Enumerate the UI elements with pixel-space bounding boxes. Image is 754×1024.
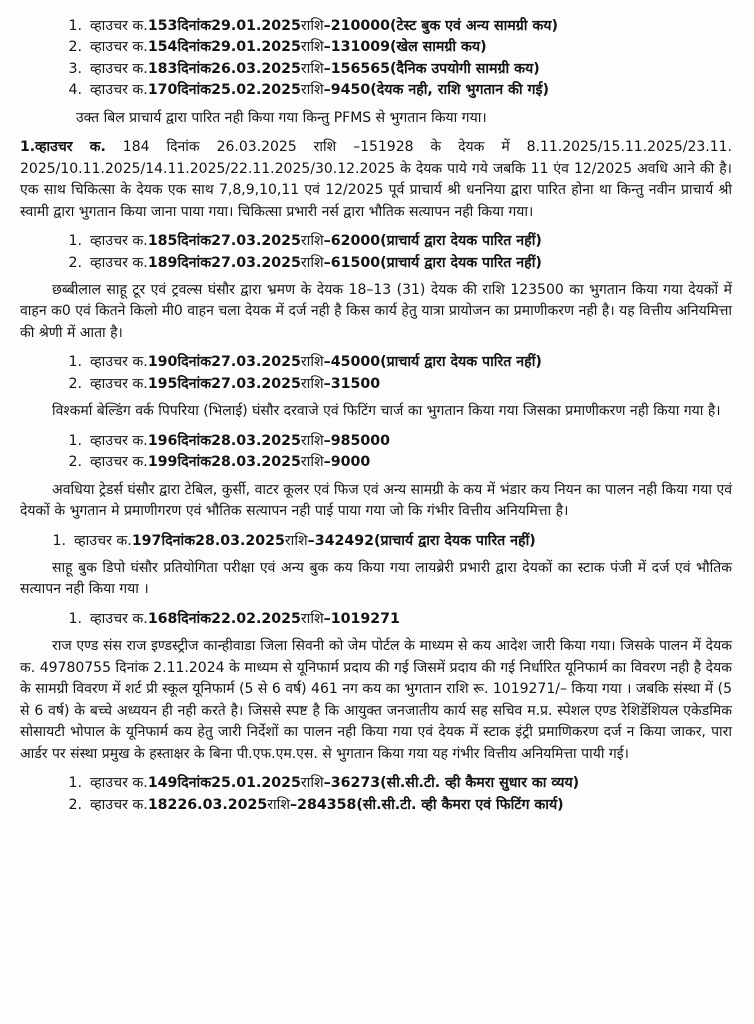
voucher-id: 182 (147, 796, 178, 813)
voucher-list (20, 16, 732, 102)
voucher-list (20, 609, 732, 630)
voucher-amount: –61500 (323, 254, 381, 271)
date-label: दिनांक (177, 375, 212, 392)
section (20, 231, 732, 344)
amount-label: राशि (300, 233, 324, 250)
voucher-label: व्हाउचर क. (90, 60, 148, 77)
voucher-note: (देयक नही, राशि भुगतान की गई) (370, 82, 549, 99)
voucher-line (40, 531, 732, 552)
voucher-date: 28.03.2025 (211, 432, 301, 449)
section (20, 773, 732, 816)
voucher-number: 1. (68, 775, 82, 792)
voucher-list (20, 431, 732, 474)
voucher-amount: –210000 (323, 18, 390, 34)
voucher-id: 153 (147, 18, 178, 34)
voucher-date: 22.02.2025 (211, 610, 301, 627)
observation-paragraph: साहू बुक डिपो घंसौर प्रतियोगिता परीक्षा एवं अन्य बुक कय किया गया लायब्रेरी प्रभारी द्वारा देयकों का स्टाक पंजी में दर्ज एवं भौतिक सत्यापन नही किया गया । (20, 559, 732, 598)
section (20, 531, 732, 601)
paragraph-text: 184 दिनांक 26.03.2025 राशि –151928 के देयक में 8.11.2025/15.11.2025/23.11. 2025/10.11.2025/14.11.2025/22.11.2025/30.12.2025 के देयक पाये गये जबकि 11 एंव 12/2025 अवधि आने की है। एक साथ चिकित्सा के देयक एक साथ 7,8,9,10,11 एवं 12/2025 पूर्व प्राचार्य श्री धननिया द्वारा पारित होना था किन्तु नवीन प्राचार्य श्री स्वामी द्वारा भुगतान किया जाना पाया गया। चिकित्सा प्रभारी नर्स द्वारा भौतिक सत्यापन नही किया गया। (20, 139, 732, 220)
voucher-number: 4. (68, 82, 82, 99)
voucher-note: (टेस्ट बुक एवं अन्य सामग्री कय) (390, 18, 559, 34)
amount-label: राशि (300, 610, 324, 627)
voucher-label: व्हाउचर क. (90, 18, 148, 34)
voucher-label: व्हाउचर क. (90, 432, 148, 449)
observation-paragraph (20, 137, 732, 223)
voucher-note: (सी.सी.टी. व्ही कैमरा सुधार का व्यय) (380, 775, 580, 792)
voucher-id: 149 (147, 775, 178, 792)
voucher-number: 1. (68, 432, 82, 449)
voucher-label: व्हाउचर क. (90, 254, 148, 271)
amount-label: राशि (300, 82, 324, 99)
voucher-date: 29.01.2025 (211, 18, 301, 34)
voucher-note: (प्राचार्य द्वारा देयक पारित नहीं) (380, 254, 542, 271)
voucher-label: व्हाउचर क. (90, 610, 148, 627)
date-label: दिनांक (177, 39, 212, 56)
amount-label: राशि (300, 60, 324, 77)
voucher-date: 27.03.2025 (211, 375, 301, 392)
date-label: दिनांक (177, 233, 212, 250)
voucher-amount: –342492 (307, 532, 374, 549)
voucher-amount: –9450 (323, 82, 371, 99)
voucher-number: 2. (68, 39, 82, 56)
observation-paragraph: अवधिया ट्रेडर्स घंसौर द्वारा टेबिल, कुर्सी, वाटर कूलर एवं फिज एवं अन्य सामग्री के कय में भंडार कय नियन का पालन नही किया गया एवं देयकों के भुगतान मे प्रमाणीगरण एवं भौतिक सत्यापन नही पाई पाया गया जो कि गंभीर वित्तीय अनियमित्ता है। (20, 481, 732, 520)
voucher-label: व्हाउचर क. (90, 354, 148, 371)
voucher-line (56, 80, 732, 101)
lead-label: 1.व्हाउचर क. (20, 139, 106, 156)
voucher-line (56, 16, 732, 37)
section (20, 352, 732, 422)
voucher-note: (प्राचार्य द्वारा देयक पारित नहीं) (380, 233, 542, 250)
voucher-id: 199 (147, 454, 178, 471)
voucher-line (56, 795, 732, 816)
voucher-id: 185 (147, 233, 178, 250)
voucher-amount: –131009 (323, 39, 390, 56)
voucher-number: 1. (52, 532, 66, 549)
voucher-date: 27.03.2025 (211, 254, 301, 271)
voucher-amount: –156565 (323, 60, 390, 77)
voucher-date: 26.03.2025 (211, 60, 301, 77)
voucher-number: 1. (68, 354, 82, 371)
voucher-label: व्हाउचर क. (90, 82, 148, 99)
voucher-amount: –1019271 (323, 610, 400, 627)
voucher-label: व्हाउचर क. (90, 775, 148, 792)
voucher-date: 28.03.2025 (211, 454, 301, 471)
voucher-line (56, 773, 732, 794)
amount-label: राशि (300, 375, 324, 392)
date-label: दिनांक (177, 18, 212, 34)
voucher-line (56, 374, 732, 395)
section (20, 609, 732, 765)
voucher-line (56, 609, 732, 630)
voucher-note: (प्राचार्य द्वारा देयक पारित नहीं) (374, 532, 536, 549)
voucher-label: व्हाउचर क. (90, 39, 148, 56)
voucher-line (56, 352, 732, 373)
voucher-date: 29.01.2025 (211, 39, 301, 56)
voucher-date: 28.03.2025 (195, 532, 285, 549)
voucher-id: 168 (147, 610, 178, 627)
voucher-number: 1. (68, 610, 82, 627)
section (20, 137, 732, 223)
voucher-id: 170 (147, 82, 178, 99)
voucher-id: 183 (147, 60, 178, 77)
voucher-note: (प्राचार्य द्वारा देयक पारित नहीं) (380, 354, 542, 371)
section (20, 431, 732, 523)
amount-label: राशि (284, 532, 308, 549)
voucher-amount: –31500 (323, 375, 381, 392)
voucher-date: 25.02.2025 (211, 82, 301, 99)
voucher-label: व्हाउचर क. (90, 796, 148, 813)
voucher-id: 190 (147, 354, 178, 371)
voucher-list (20, 352, 732, 395)
voucher-id: 195 (147, 375, 178, 392)
voucher-number: 2. (68, 454, 82, 471)
voucher-amount: –985000 (323, 432, 390, 449)
amount-label: राशि (300, 775, 324, 792)
voucher-number: 2. (68, 796, 82, 813)
voucher-amount: –9000 (323, 454, 371, 471)
voucher-amount: –45000 (323, 354, 381, 371)
voucher-line (56, 431, 732, 452)
voucher-amount: –36273 (323, 775, 381, 792)
voucher-number: 3. (68, 60, 82, 77)
date-label: दिनांक (177, 60, 212, 77)
amount-label: राशि (267, 796, 291, 813)
amount-label: राशि (300, 39, 324, 56)
voucher-id: 197 (131, 532, 162, 549)
voucher-number: 1. (68, 233, 82, 250)
voucher-date: 25.01.2025 (211, 775, 301, 792)
amount-label: राशि (300, 454, 324, 471)
date-label: दिनांक (161, 532, 196, 549)
date-label: दिनांक (177, 775, 212, 792)
voucher-list (20, 231, 732, 274)
date-label: दिनांक (177, 454, 212, 471)
voucher-list (20, 773, 732, 816)
date-label: दिनांक (177, 82, 212, 99)
voucher-date: 27.03.2025 (211, 233, 301, 250)
date-label: दिनांक (177, 610, 212, 627)
amount-label: राशि (300, 254, 324, 271)
date-label: दिनांक (177, 254, 212, 271)
voucher-line (56, 452, 732, 473)
voucher-label: व्हाउचर क. (90, 233, 148, 250)
voucher-id: 154 (147, 39, 178, 56)
observation-paragraph: छब्बीलाल साहू टूर एवं ट्रवल्स घंसौर द्वारा भ्रमण के देयक 18–13 (31) देयक की राशि 123500 का भुगतान किया गया देयकों में वाहन क0 एवं कितने किलो मी0 वाहन चला देयक में दर्ज नही है किस कार्य हेतु यात्रा प्रायोजन का प्रमाणीकरण नही है। यह वित्तीय अनियमित्ता की श्रेणी में आता है। (20, 281, 732, 341)
voucher-line (56, 37, 732, 58)
voucher-line (56, 59, 732, 80)
voucher-amount: –284358 (290, 796, 357, 813)
observation-paragraph: उक्त बिल प्राचार्य द्वारा पारित नही किया गया किन्तु PFMS से भुगतान किया गया। (76, 109, 487, 126)
voucher-note: (सी.सी.टी. व्ही कैमरा एवं फिटिंग कार्य) (356, 796, 564, 813)
voucher-label: व्हाउचर क. (90, 454, 148, 471)
voucher-date: 26.03.2025 (177, 796, 268, 813)
voucher-id: 189 (147, 254, 178, 271)
voucher-line (56, 231, 732, 252)
amount-label: राशि (300, 354, 324, 371)
voucher-note: (खेल सामग्री कय) (390, 39, 487, 56)
voucher-line (56, 253, 732, 274)
voucher-label: व्हाउचर क. (90, 375, 148, 392)
observation-paragraph: विश्कर्मा बेल्डिंग वर्क पिपरिया (भिलाई) घंसौर दरवाजे एवं फिटिंग चार्ज का भुगतान किया गया जिसका प्रमाणीकरण नही किया गया है। (52, 403, 721, 420)
voucher-id: 196 (147, 432, 178, 449)
amount-label: राशि (300, 432, 324, 449)
voucher-note: (दैनिक उपयोगी सामग्री कय) (390, 60, 540, 77)
voucher-list (20, 531, 732, 552)
section (20, 16, 732, 129)
voucher-amount: –62000 (323, 233, 381, 250)
observation-paragraph: राज एण्ड संस राज इण्डस्ट्रीज कान्हीवाडा जिला सिवनी को जेम पोर्टल के माध्यम से कय आदेश जारी किया गया। जिसके पालन में देयक क. 49780755 दिनांक 2.11.2024 के माध्यम से यूनिफार्म प्रदाय की गई जिसमें प्रदाय की गई निर्धारित यूनिफार्म का विवरण नही है देयक के सामग्री विवरण में शर्ट प्री स्कूल यूनिफार्म (5 से 6 वर्ष) 461 नग कय का भुगतान राशि रू. 1019271/– किया गया । जबकि संस्था में (5 से 6 वर्ष) के बच्चे अध्ययन ही नही करते है। जिससे स्पष्ट है कि आयुक्त जनजातीय कार्य सह सचिव म.प्र. स्पेशल एण्ड रेशिडेंशियल एकेडमिक सोसायटी भोपाल के यूनिफार्म कय हेतु जारी निर्देशों का पालन नही किया गया एवं देयक में स्टाक इंट्री प्रमाणिकरण दर्ज न किया जाकर, पारा आर्डर पर संस्था प्रमुख के हस्ताक्षर के बिना पी.एफ.एम.एस. से भुगतान किया गया यह गंभीर वित्तीय अनियमित्ता पायी गई। (20, 638, 732, 762)
voucher-date: 27.03.2025 (211, 354, 301, 371)
voucher-number: 2. (68, 375, 82, 392)
voucher-number: 2. (68, 254, 82, 271)
date-label: दिनांक (177, 432, 212, 449)
voucher-label: व्हाउचर क. (74, 532, 132, 549)
amount-label: राशि (300, 18, 324, 34)
voucher-number: 1. (68, 18, 82, 34)
date-label: दिनांक (177, 354, 212, 371)
